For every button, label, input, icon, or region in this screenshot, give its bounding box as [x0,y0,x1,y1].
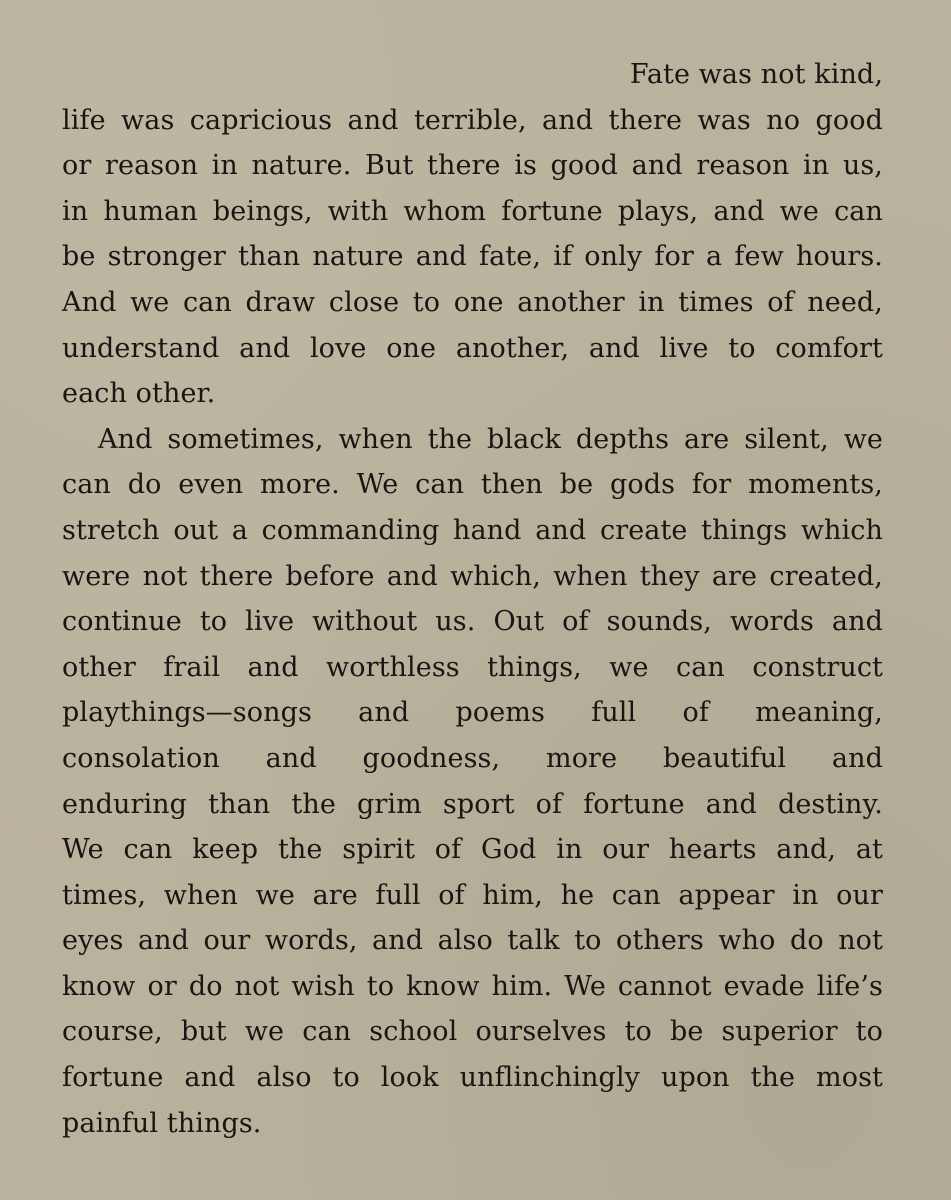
text-line: painful things. [62,1107,262,1139]
text-line: life was capricious and terrible, and there was no good [62,104,883,136]
text-line: be stronger than nature and fate, if only for a few hours. [62,241,883,273]
paragraph-1 [62,52,883,417]
text-line: can do even more. We can then be gods for moments, [62,469,883,501]
text-line: eyes and our words, and also talk to others who do not [62,925,883,957]
text-line: other frail and worthless things, we can construct [62,651,883,683]
text-line: fortune and also to look unflinchingly upon the most [62,1062,883,1094]
paragraph-2 [62,417,883,1147]
text-line: continue to live without us. Out of sounds, words and [62,606,883,638]
text-line: Fate was not kind, [629,59,883,90]
text-line: or reason in nature. But there is good and reason in us, [62,150,883,182]
text-line: times, when we are full of him, he can appear in our [62,879,883,911]
text-line: understand and love one another, and live to comfort [62,332,883,364]
text-line: stretch out a commanding hand and create things which [62,514,883,546]
text-line: were not there before and which, when they are created, [62,560,883,592]
text-line: know or do not wish to know him. We cannot evade life’s [62,970,883,1002]
text-line: each other. [62,378,216,410]
text-line: course, but we can school ourselves to be superior to [62,1016,883,1048]
text-line: consolation and goodness, more beautiful and [62,742,883,774]
text-line: And we can draw close to one another in times of need, [62,286,883,318]
text-line: And sometimes, when the black depths are silent, we [98,423,883,455]
text-line: We can keep the spirit of God in our hearts and, at [62,834,883,866]
text-line: enduring than the grim sport of fortune and destiny. [62,788,883,820]
text-line: in human beings, with whom fortune plays, and we can [62,195,883,227]
text-line: playthings—songs and poems full of meaning, [62,697,883,729]
